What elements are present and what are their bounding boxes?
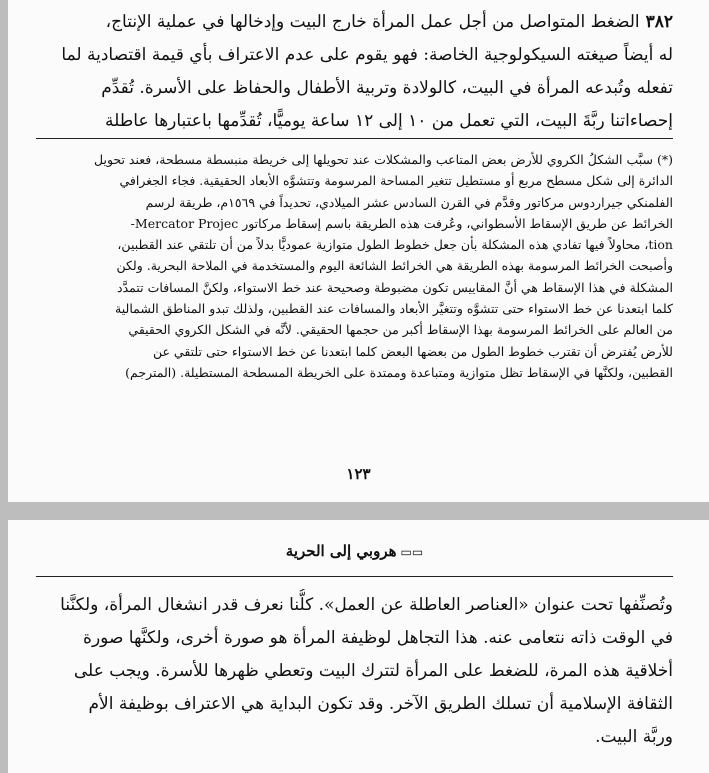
text-line: وربَّة البيت.	[595, 727, 673, 747]
footnote-line: الفلمنكي جيراردوس مركاتور وقدَّم في القرن السادس عشر الميلادي، تحديداً في ١٥٦٩م، طريقة لرسم	[145, 194, 673, 210]
footnote-line: (*) سبَّب الشكلُ الكروي للأرض بعض المتاعب والمشكلات عند تحويلها إلى خريطة منبسطة مسطحة، فعند تحويل	[94, 152, 673, 167]
text-line: ٣٨٢الضغط المتواصل من أجل عمل المرأة خارج البيت وإدخالها في عملية الإنتاج،	[105, 12, 673, 32]
text-line: وتُصنِّفها تحت عنوان «العناصر العاطلة عن العمل». كلُّنا نعرف قدر انشغال المرأة، ولكنَّنا	[60, 595, 673, 615]
main-paragraph	[36, 0, 673, 138]
running-head-mark: ▭▭	[400, 545, 424, 559]
footnote-line: tion، محاولاً فيها تفادي هذه المشكلة بأن جعل خطوط الطول متوازية عموديًّا بدلاً من أن تلتقي عند القطبين،	[117, 237, 673, 253]
footnote	[36, 139, 673, 383]
text-line: تفعله وتُبدعه المرأة في البيت، كالولادة وتربية الأطفال والحفاظ على الأسرة. تُقدِّم	[101, 78, 673, 98]
book-page-next	[8, 520, 709, 773]
footnote-line: وأصبحت الخرائط المرسومة بهذه الطريقة هي الخرائط الشائعة اليوم والمستخدمة في الملاحة البحرية. ولكن	[116, 258, 673, 274]
text-line: الثقافة الإسلامية أن تسلك الطريق الآخر. وقد تكون البداية هي الاعتراف بوظيفة الأم	[88, 694, 673, 714]
book-page-123	[8, 0, 709, 502]
main-paragraph	[36, 577, 673, 754]
page-number: ١٢٣	[346, 465, 371, 483]
footnote-line: المشكلة في هذا الإسقاط هي أنَّ المقاييس تكون مضبوطة وصحيحة عند خط الاستواء، ولكنَّ المسافات تتمدَّد	[117, 279, 673, 295]
footnote-line: للأرض يُفترض أن تقترب خطوط الطول من بعضها البعض كلما ابتعدنا عن خط الاستواء حتى تلتقي عن	[152, 343, 673, 359]
text-line: إحصاءاتنا ربَّةَ البيت، التي تعمل من ١٠ إلى ١٢ ساعة يوميًّا، تُقدِّمها باعتبارها عاطلة	[105, 111, 673, 131]
running-head-title: هروبي إلى الحرية	[285, 542, 397, 560]
footnote-line: الخرائط عن طريق الإسقاط الأسطواني، وعُرفت هذه الطريقة باسم إسقاط مركاتور Mercator Projec-	[130, 215, 673, 231]
text-line: له أيضاً صيغته السيكولوجية الخاصة: فهو يقوم على عدم الاعتراف بأي قيمة اقتصادية لما	[61, 45, 673, 65]
footnote-line: كلما ابتعدنا عن خط الاستواء حتى تتشوَّه وتتغيَّر الأبعاد والمسافات عند القطبين، ولذلك تبدو المناطق الشمالية	[115, 301, 673, 317]
footnote-line: الدائرة إلى شكل مسطح مربع أو مستطيل تتغير المساحة المرسومة وتتشوَّه الأبعاد الحقيقية. فجاء الجغرافي	[119, 173, 673, 189]
text-line: أخلاقية هذه المرة، للضغط على المرأة لتترك البيت وتعطي ظهرها للأسرة. ويجب على	[73, 661, 673, 681]
footnote-line: القطبين، ولكنَّها في الإسقاط تظل متوازية ومتباعدة وممتدة على الخريطة المسطحة المستطيلة. (المترجم)	[125, 364, 673, 380]
footnote-line: من العالم على الخرائط المرسومة بهذا الإسقاط أكبر من حجمها الحقيقي. لأنَّه في الشكل الكروي الحقيقي	[128, 322, 673, 338]
text-line: في الوقت ذاته نتعامى عنه. هذا التجاهل لوظيفة المرأة هو صورة أخرى، ولكنَّها صورة	[83, 628, 673, 648]
running-head	[36, 520, 673, 572]
paragraph-number: ٣٨٢	[645, 12, 673, 32]
